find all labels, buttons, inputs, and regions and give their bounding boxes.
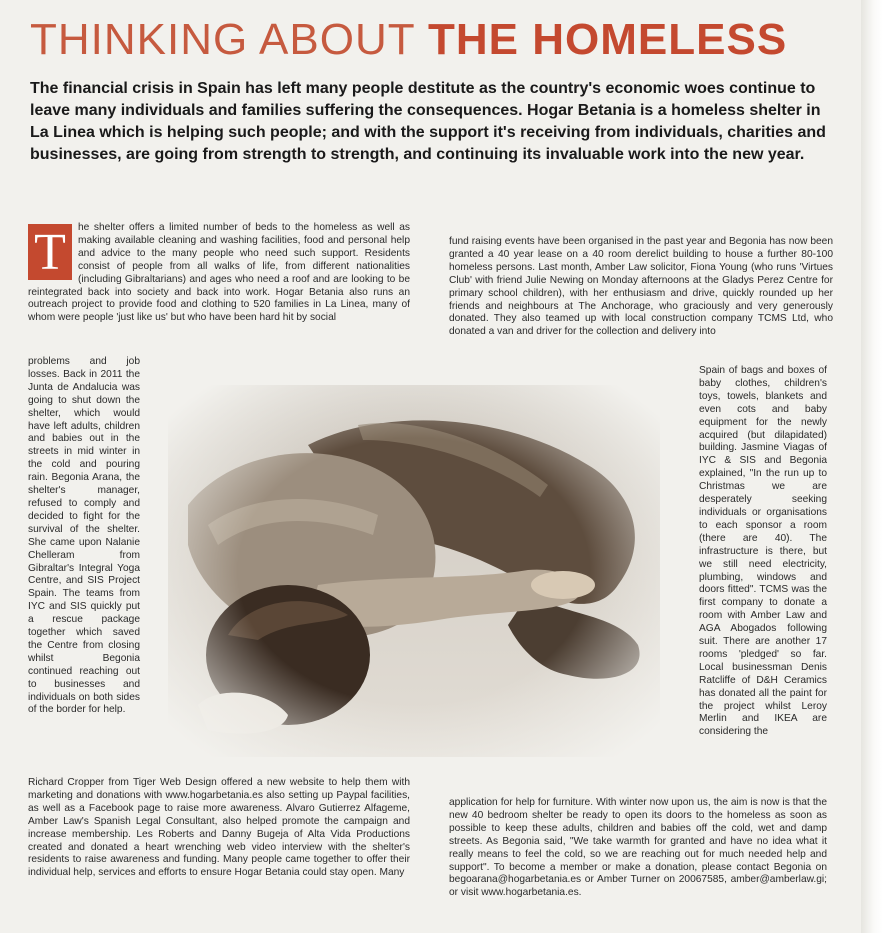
paragraph-col2-bottom: application for help for furniture. With winter now upon us, the aim is now is that the new 40 bedroom shelter be ready to open its doors to the homeless as soon as possible to keep these adults, children and babies off the cold, wet and damp streets. As Begonia said, "We take warmth for granted and have no idea what it really means to feel the cold, so we are reaching out for much needed help and support". To become a member or make a donation, please contact Begonia on begoarana@hogarbetania.es or Amber Turner on 20067585, amber@amberlaw.gi; or visit www.hogarbetania.es. (449, 797, 827, 899)
paragraph-col2-narrow: Spain of bags and boxes of baby clothes, children's toys, towels, blankets and even cots and baby equipment for the newly acquired (but dilapidated) building. Jasmine Viagas of IYC & SIS and Begonia explained, "In the run up to Christmas we are desperately seeking individuals or organisations to each sponsor a room (there are 40). The infrastructure is there, but we still need electricity, plumbing, windows and doors fitted". TCMS was the first company to donate a room with Amber Law and AGA Abogados following suit. There are another 17 rooms 'pledged' so far. Local businessman Denis Ratcliffe of D&H Ceramics has donated all the paint for the project whilst Leroy Merlin and IKEA are considering the (699, 365, 827, 738)
article-column-1-bottom (28, 777, 410, 880)
paragraph-col1-bottom: Richard Cropper from Tiger Web Design offered a new website to help them with marketing and donations with www.hogarbetania.es also setting up Paypal facilities, as well as a Facebook page to raise more awareness. Alvaro Gutierrez Alfageme, Amber Law's Spanish Legal Consultant, also helped promote the campaign and increase membership. Les Roberts and Danny Bugeja of Alta Vida Productions created and donated a heart wrenching web video interview with the shelter's residents to raise awareness and funding. Many people came together to offer their individual help, services and efforts to ensure Hogar Betania could stay open. Many (28, 777, 410, 879)
article-column-1-top (28, 222, 410, 325)
article-column-1-narrow (28, 356, 140, 717)
headline-bold: THE HOMELESS (428, 15, 788, 64)
paragraph-col1-narrow: problems and job losses. Back in 2011 the Junta de Andalucia was going to shut down the shelter, which would have left adults, children and babies out in the streets in mid winter in the cold and pouring rain. Begonia Arana, the shelter's manager, refused to comply and decided to fight for the survival of the shelter. She came upon Nalanie Chelleram from Gibraltar's Integral Yoga Centre, and SIS Project Spain. The teams from IYC and SIS quickly put a rescue package together which saved the Centre from closing whilst Begonia continued reaching out to businesses and individuals on both sides of the border for help. (28, 356, 140, 716)
drop-cap: T (28, 224, 72, 280)
article-headline (30, 12, 850, 68)
paragraph-col1-top: he shelter offers a limited number of beds to the homeless as well as making available cleaning and washing facilities, food and personal help and advice to the many people who need such support. Residents consist of people from all walks of life, from different nationalities (including Gibraltarians) and ages who need a roof and are looking to be reintegrated back into society and back into work. Hogar Betania also runs an outreach project to provide food and clothing to 520 families in La Linea, many of whom were people 'just like us' but who have been hard hit by social (28, 222, 410, 324)
homeless-person-photo-illustration (168, 385, 660, 757)
page-spine-shadow (861, 0, 883, 933)
paragraph-col2-top: fund raising events have been organised in the past year and Begonia has now been granted a 40 year lease on a 40 room derelict building to house a further 80-100 homeless persons. Last month, Amber Law solicitor, Fiona Young (who runs 'Virtues Club' with friend Julie Newing on Monday afternoons at the Gladys Perez Centre for primary school children), with her enthusiasm and drive, quickly rounded up her friends and neighbours at The Anchorage, who graciously and very generously donated. They also teamed up with local construction company TCMS Ltd, who donated a van and driver for the collection and delivery into (449, 236, 833, 338)
article-column-2-narrow (699, 365, 827, 739)
article-photo (168, 385, 660, 757)
article-intro: The financial crisis in Spain has left many people destitute as the country's economic woes continue to leave many individuals and families suffering the consequences. Hogar Betania is a homeless shelter in La Linea which is helping such people; and with the support it's receiving from individuals, charities and businesses, are going from strength to strength, and continuing its invaluable work into the new year. (30, 80, 826, 163)
headline-light: THINKING ABOUT (30, 15, 429, 64)
article-column-2-bottom (449, 797, 827, 900)
article-column-2-top (449, 236, 833, 339)
